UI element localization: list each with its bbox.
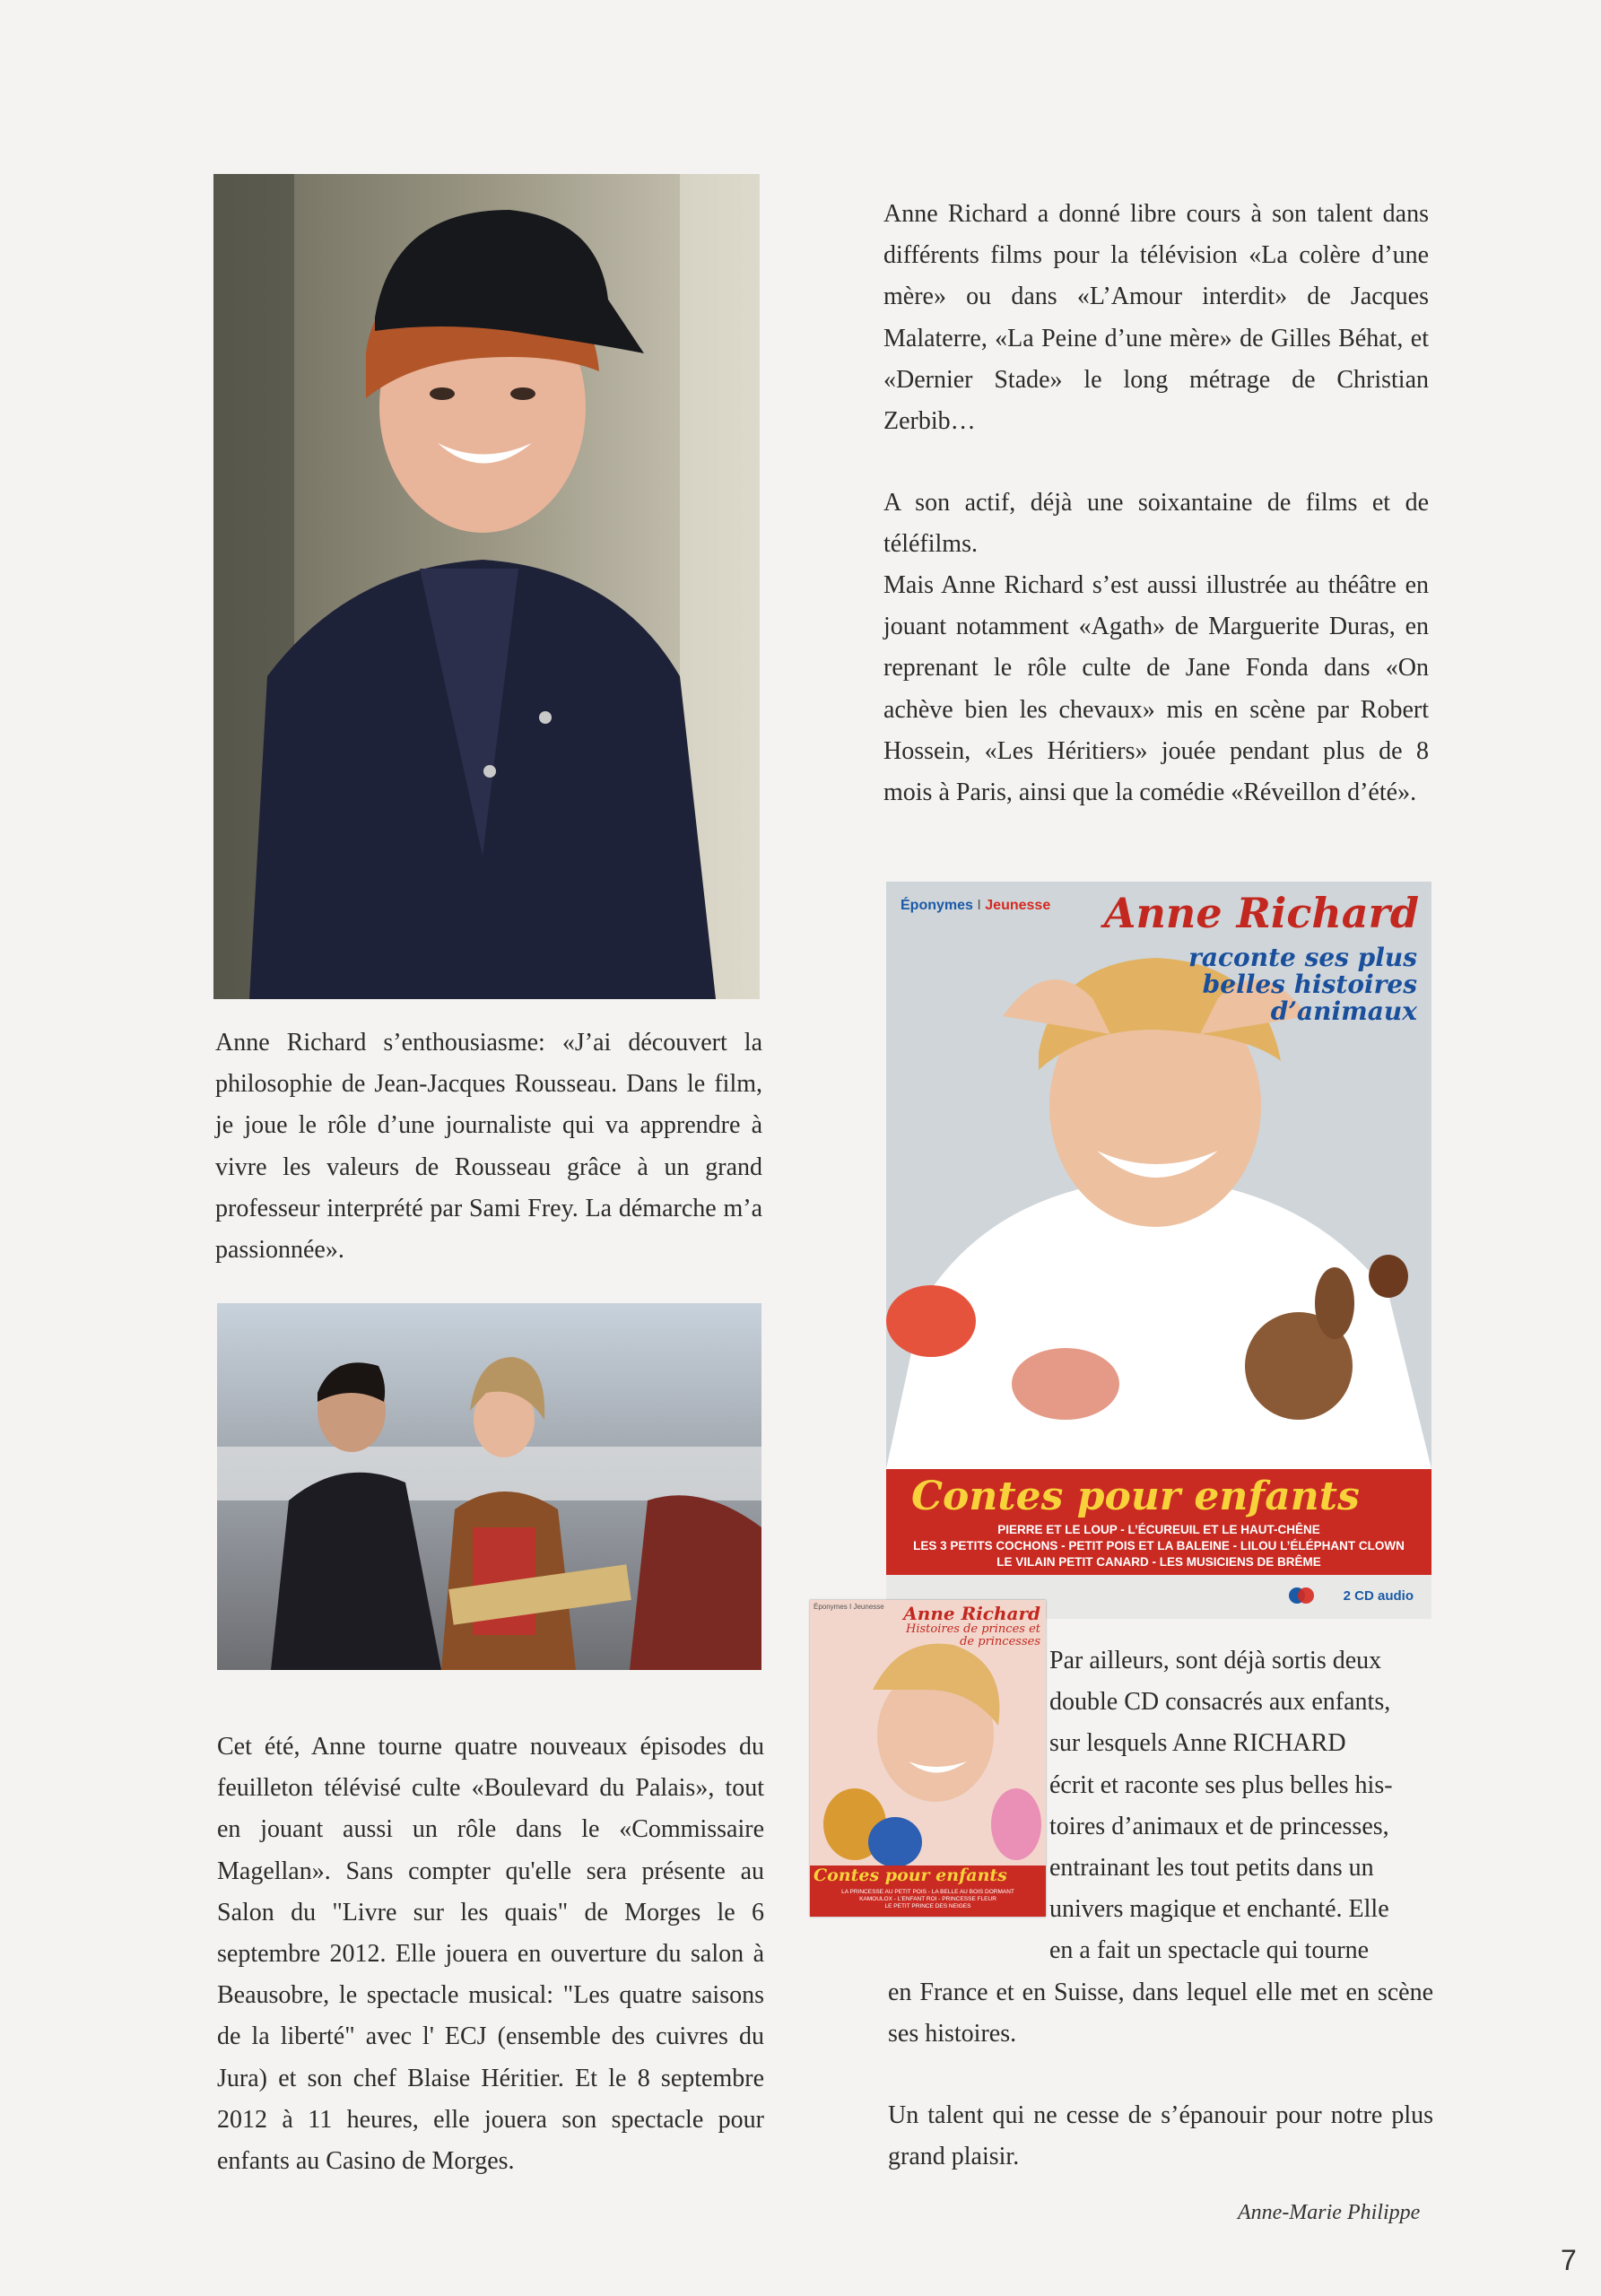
publisher-imprint: Jeunesse [985, 898, 1051, 913]
quote-paragraph: Anne Richard s’enthousiasme: «J’ai découvert la philosophie de Jean-Jacques Rousseau. Dans le film, je joue le rôle d’une journaliste qui va apprendre à vivre les valeurs de Rousseau grâce à un grand professeur interprété par Sami Frey. La démarche m’a passionnée». [215, 1029, 762, 1265]
cds-line: écrit et raconte ses plus belles his- [1049, 1770, 1393, 1799]
summer-paragraph: Cet été, Anne tourne quatre nouveaux épisodes du feuilleton télévisé culte «Boulevard du Palais», tout en jouant aussi un rôle dans le «Commissaire Magellan». Sans compter qu'elle sera présente au Salon du "Livre sur les quais" de Morges le 6 septembre 2012. Elle jouera en ouverture du salon à Beausobre, le spectacle musical: "Les quatre saisons de la liberté" avec l' ECJ (ensemble des cuivres du Jura) et son chef Blaise Héritier. Et le 8 septembre 2012 à 11 heures, elle jouera son spectacle pour enfants au Casino de Morges. [217, 1733, 764, 2176]
publisher-name: Éponymes [901, 898, 973, 913]
cover-story-line: LES 3 PETITS COCHONS - PETIT POIS ET LA BALEINE - LILOU L’ÉLÉPHANT CLOWN [913, 1539, 1405, 1552]
cd-cover-animals [886, 882, 1431, 1619]
cover-series-title: Contes pour enfants [911, 1474, 1360, 1519]
cds-line: univers magique et enchanté. Elle [1049, 1895, 1389, 1924]
closing-paragraph: Un talent qui ne cesse de s’épanouir pour notre plus grand plaisir. [888, 2101, 1433, 2171]
cover2-story-line: LA PRINCESSE AU PETIT POIS - LA BELLE AU BOIS DORMANT [841, 1889, 1014, 1895]
cds-line: sur lesquels Anne RICHARD [1049, 1729, 1346, 1758]
scene-photo [217, 1303, 761, 1670]
cds-line: en a fait un spectacle qui tourne [1049, 1936, 1370, 1965]
cover2-story-line: KAMOULOX - L'ENFANT ROI - PRINCESSE FLEUR [859, 1896, 996, 1902]
cover2-publisher: Éponymes I Jeunesse [814, 1603, 884, 1611]
cover2-series-title: Contes pour enfants [814, 1866, 1007, 1885]
cds-line: entrainant les tout petits dans un [1049, 1854, 1374, 1883]
cover-format-label: 2 CD audio [1343, 1588, 1414, 1604]
cover2-story-line: LE PETIT PRINCE DES NEIGES [884, 1903, 971, 1909]
cds-line: toires d’animaux et de princesses, [1049, 1812, 1389, 1840]
cover-story-line: LE VILAIN PETIT CANARD - LES MUSICIENS DE BRÊME [996, 1555, 1321, 1569]
cd-icon [1288, 1587, 1315, 1605]
cover2-subtitle: Histoires de princes et de princesses [906, 1622, 1040, 1648]
author-signature: Anne-Marie Philippe [1238, 2201, 1421, 2224]
cds-paragraph-end: en France et en Suisse, dans lequel elle met en scène ses histoires. [888, 1979, 1433, 2048]
cover-author: Anne Richard [1103, 889, 1419, 937]
publisher-separator: I [977, 898, 981, 913]
cds-line: double CD consacrés aux enfants, [1049, 1688, 1391, 1717]
cover-story-line: PIERRE ET LE LOUP - L’ÉCUREUIL ET LE HAUT-CHÊNE [997, 1523, 1320, 1536]
career-paragraph: Anne Richard a donné libre cours à son talent dans différents films pour la télévision «La colère d’une mère» ou dans «L’Amour interdit» de Jacques Malaterre, «La Peine d’une mère» de Gilles Béhat, et «Dernier Stade» le long métrage de Christian Zerbib… [883, 200, 1429, 436]
cds-line: Par ailleurs, sont déjà sortis deux [1049, 1647, 1382, 1674]
page-number: 7 [1561, 2244, 1577, 2276]
cd-cover-princesses [810, 1600, 1046, 1917]
cover2-author: Anne Richard [903, 1603, 1040, 1624]
theatre-paragraph: Mais Anne Richard s’est aussi illustrée au théâtre en jouant notamment «Agath» de Marguerite Duras, en reprenant le rôle culte de Jane Fonda dans «On achève bien les chevaux» mis en scène par Robert Hossein, «Les Héritiers» jouée pendant plus de 8 mois à Paris, ainsi que la comédie «Réveillon d’été». [883, 571, 1429, 807]
cover-subtitle: raconte ses plus belles histoires d’animaux [1188, 943, 1417, 1026]
portrait-photo [213, 174, 760, 999]
cds-paragraph [1049, 1640, 1433, 1972]
cover-publisher [901, 898, 1050, 914]
filmography-paragraph: A son actif, déjà une soixantaine de films et de téléfilms. [883, 489, 1429, 559]
